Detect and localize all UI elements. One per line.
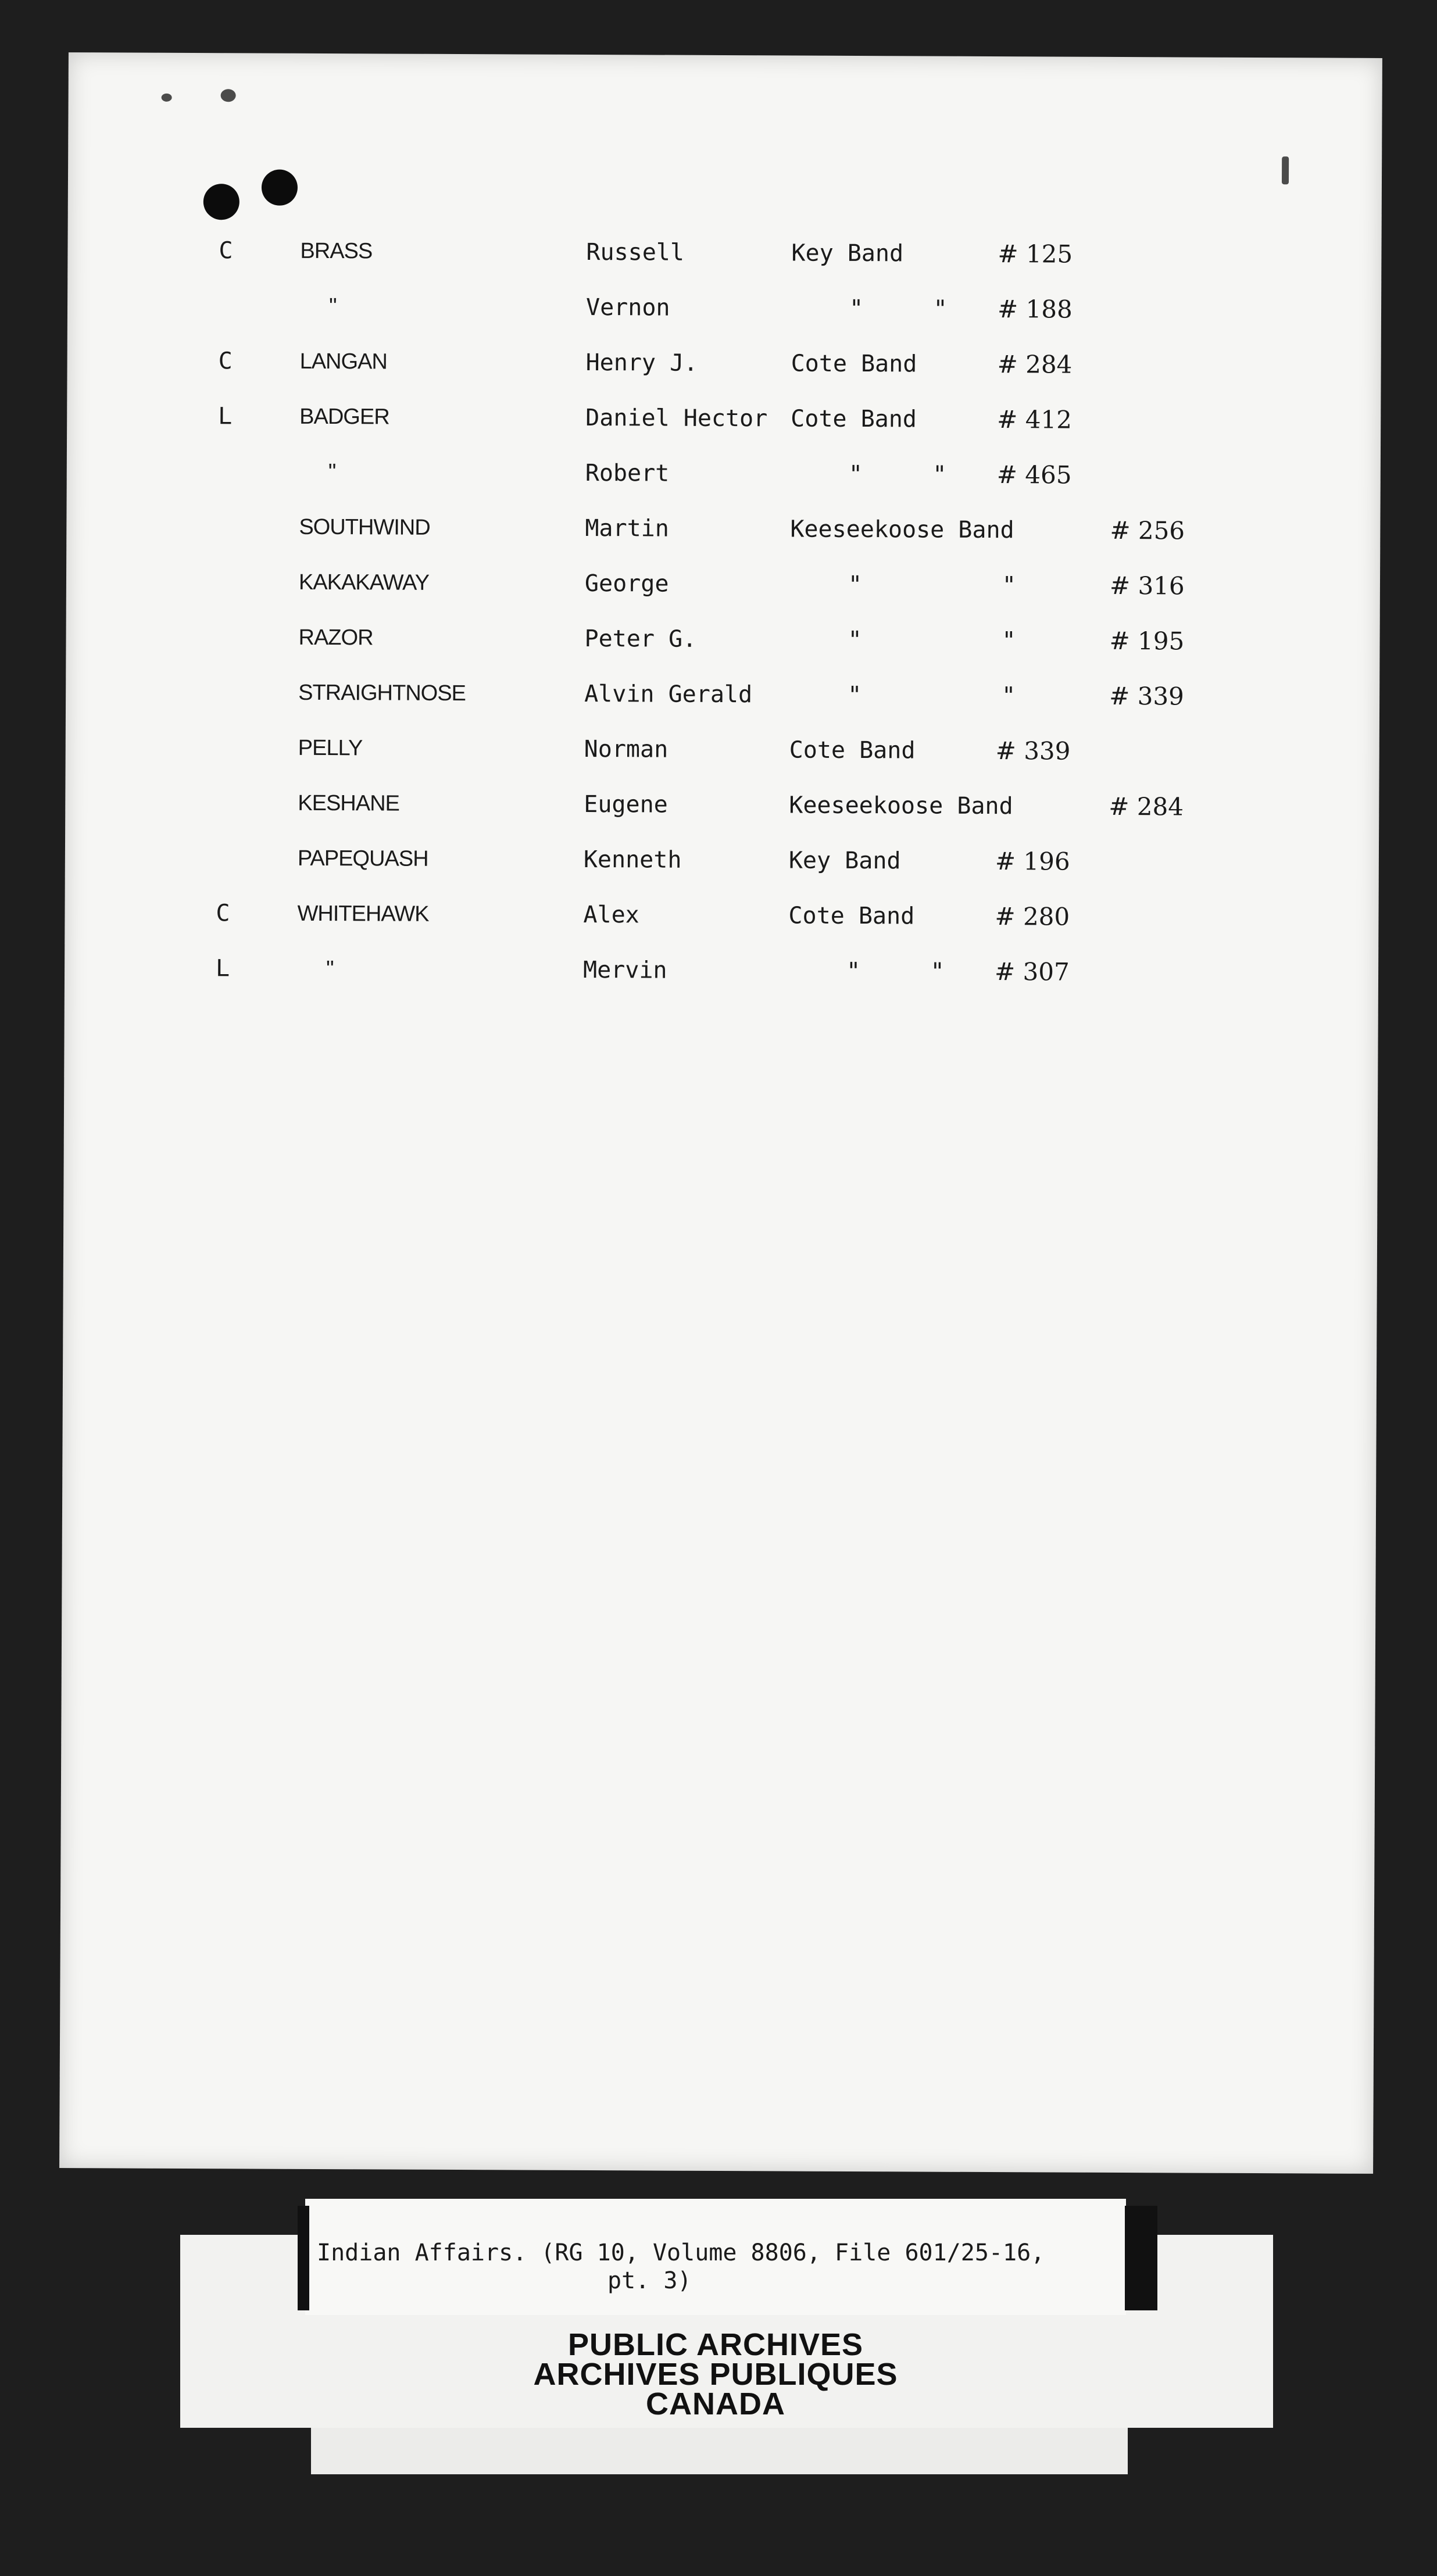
- roster-band-number: # 307: [994, 957, 1070, 986]
- roster-row: [67, 337, 1381, 389]
- roster-surname: WHITEHAWK: [297, 901, 429, 926]
- roster-band: " ": [849, 295, 948, 323]
- roster-surname: BRASS: [300, 238, 373, 264]
- roster-surname: KAKAKAWAY: [298, 570, 430, 595]
- roster-band-number: # 125: [998, 239, 1073, 269]
- roster-band: " ": [848, 626, 1016, 654]
- roster-given-name: Henry J.: [585, 349, 698, 377]
- roster-mark: C: [219, 237, 233, 264]
- roster-given-name: Martin: [585, 514, 669, 542]
- roster-row: [67, 448, 1381, 500]
- roster-mark: L: [218, 403, 233, 430]
- roster-surname: LANGAN: [299, 349, 388, 374]
- roster-mark: C: [218, 348, 233, 375]
- roster-band-number: # 284: [997, 350, 1073, 379]
- roster-surname: ": [328, 460, 336, 485]
- label-bottom-strip: [311, 2428, 1128, 2474]
- roster-row: [65, 889, 1378, 942]
- label-post-right: [1125, 2206, 1157, 2310]
- roster-band-number: # 196: [995, 847, 1070, 876]
- roster-band: " ": [846, 957, 945, 985]
- roster-given-name: Robert: [585, 459, 670, 487]
- roster-row: [67, 227, 1381, 279]
- roster-given-name: Russell: [586, 238, 685, 266]
- roster-surname: PELLY: [298, 735, 363, 761]
- roster-row: [65, 834, 1379, 886]
- roster-given-name: George: [584, 570, 669, 598]
- archives-country: CANADA: [646, 2387, 785, 2421]
- roster-band: Keeseekoose Band: [789, 792, 1013, 820]
- punch-hole: [203, 184, 240, 220]
- roster-given-name: Daniel Hector: [585, 404, 768, 432]
- roster-band-number: # 256: [1110, 516, 1185, 545]
- roster-given-name: Peter G.: [584, 625, 697, 653]
- roster-surname: SOUTHWIND: [299, 514, 430, 540]
- roster-row: [65, 944, 1378, 997]
- roster-row: [67, 392, 1381, 445]
- roster-band: Cote Band: [791, 405, 917, 433]
- roster-surname: RAZOR: [298, 625, 373, 650]
- roster-given-name: Kenneth: [583, 846, 682, 874]
- roster-surname: BADGER: [299, 404, 389, 430]
- roster-given-name: Alex: [583, 901, 639, 929]
- document-sheet: [59, 52, 1382, 2174]
- roster-band: Cote Band: [789, 736, 916, 764]
- roster-band: " ": [848, 681, 1016, 710]
- roster-given-name: Eugene: [584, 790, 668, 818]
- roster-band: Keeseekoose Band: [790, 516, 1014, 544]
- roster-given-name: Mervin: [582, 956, 667, 984]
- roster-surname: ": [326, 957, 334, 982]
- roster-band-number: # 465: [996, 460, 1072, 489]
- roster-band: Cote Band: [791, 350, 917, 378]
- roster-row: [66, 503, 1380, 555]
- roster-band: Cote Band: [788, 902, 915, 930]
- roster-surname: KESHANE: [298, 790, 400, 816]
- roster-surname: PAPEQUASH: [297, 846, 428, 871]
- roster-band-number: # 339: [995, 736, 1071, 765]
- roster-surname: STRAIGHTNOSE: [298, 680, 466, 706]
- ink-smudge: [1282, 156, 1289, 184]
- roster-band-number: # 188: [997, 295, 1073, 324]
- roster-surname: ": [328, 294, 337, 319]
- archives-title-en: PUBLIC ARCHIVES: [567, 2327, 864, 2362]
- ink-smudge: [221, 89, 236, 102]
- reference-line-2: pt. 3): [607, 2267, 692, 2294]
- roster-row: [67, 282, 1381, 334]
- archival-reference: [317, 2239, 1125, 2295]
- roster-band: " ": [848, 460, 947, 488]
- roster-given-name: Norman: [584, 735, 669, 763]
- ink-smudge: [162, 94, 172, 102]
- roster-list: [69, 52, 1382, 986]
- roster-band-number: # 316: [1109, 571, 1185, 600]
- archives-title-fr: ARCHIVES PUBLIQUES: [533, 2357, 898, 2392]
- roster-mark: L: [215, 955, 230, 982]
- label-post-left: [298, 2206, 309, 2310]
- punch-hole: [262, 170, 298, 206]
- roster-row: [66, 668, 1379, 721]
- roster-band: Key Band: [791, 239, 904, 267]
- roster-row: [65, 779, 1379, 831]
- roster-band: Key Band: [788, 847, 901, 875]
- roster-band-number: # 284: [1109, 792, 1184, 821]
- roster-row: [66, 613, 1379, 666]
- roster-band-number: # 195: [1109, 626, 1185, 656]
- roster-band-number: # 412: [997, 405, 1073, 434]
- roster-given-name: Alvin Gerald: [584, 680, 753, 709]
- roster-mark: C: [216, 900, 230, 927]
- roster-band-number: # 339: [1109, 681, 1184, 711]
- roster-row: [66, 558, 1380, 610]
- roster-row: [66, 724, 1379, 776]
- roster-given-name: Vernon: [585, 294, 670, 321]
- roster-band-number: # 280: [995, 902, 1070, 931]
- reference-line-1: Indian Affairs. (RG 10, Volume 8806, File 601/25-16,: [317, 2239, 1045, 2266]
- roster-band: " ": [848, 571, 1017, 599]
